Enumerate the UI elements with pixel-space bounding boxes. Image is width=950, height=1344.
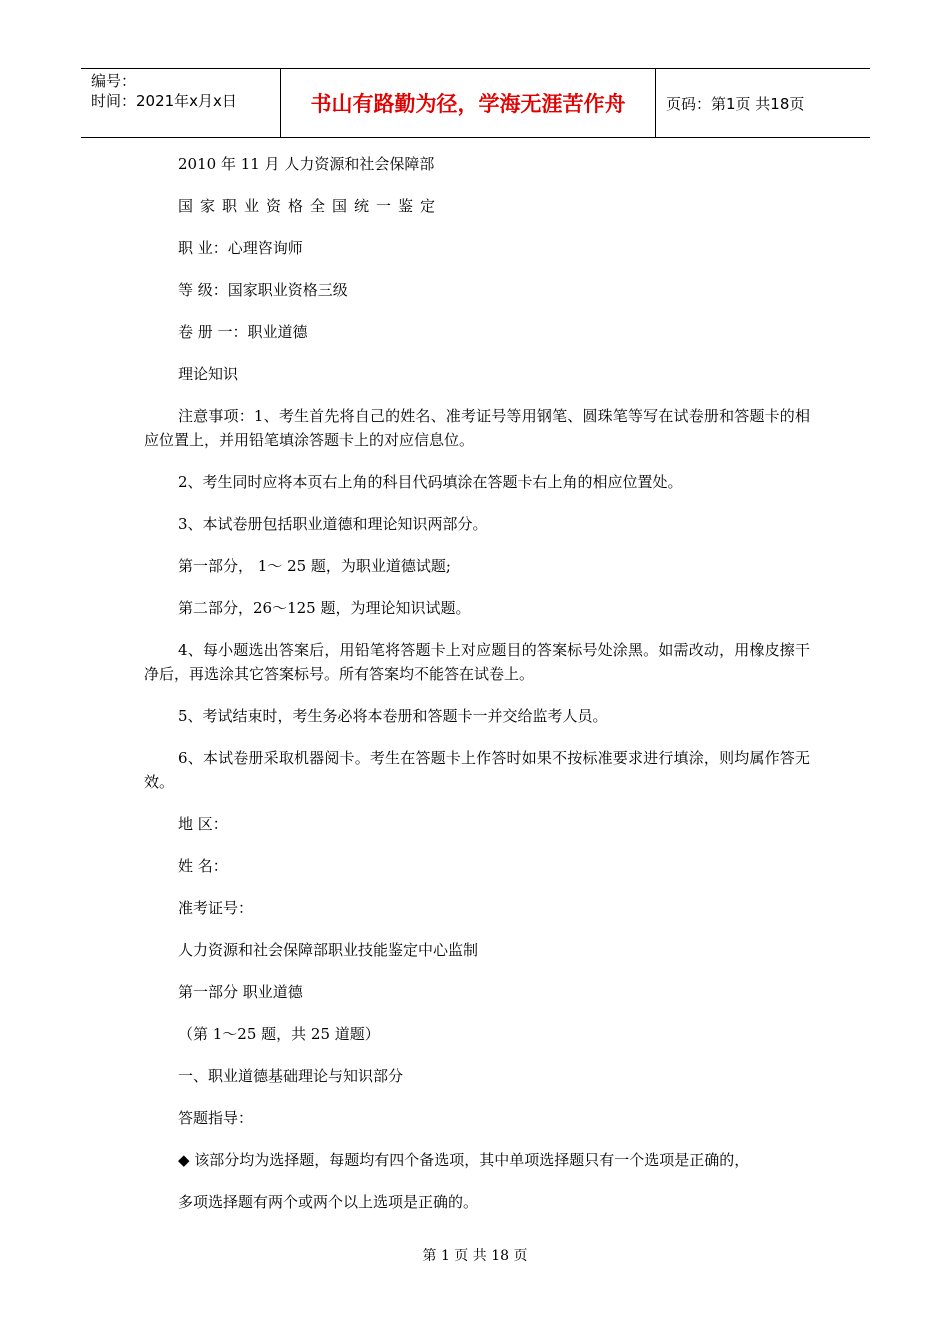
page-footer: 第 1 页 共 18 页 <box>422 1248 528 1264</box>
paragraph-part-one: 第一部分， 1～ 25 题，为职业道德试题; <box>178 557 451 575</box>
paragraph-notice-5: 5、考试结束时，考生务必将本卷册和答题卡一并交给监考人员。 <box>178 707 608 725</box>
field-name: 姓 名： <box>178 857 228 875</box>
paragraph-notice-4: 4、每小题选出答案后，用铅笔将答题卡上对应题目的答案标号处涂黑。如需改动，用橡皮擦干净后，再选涂其它答案标号。所有答案均不能答在试卷上。 <box>144 641 810 683</box>
answer-guide-bullet: ◆ 该部分均为选择题，每题均有四个备选项，其中单项选择题只有一个选项是正确的， <box>178 1151 750 1169</box>
paragraph-date-issuer: 2010 年 11 月 人力资源和社会保障部 <box>178 155 435 173</box>
document-date-label: 时间：2021年x月x日 <box>91 92 237 110</box>
paragraph-notice-3: 3、本试卷册包括职业道德和理论知识两部分。 <box>178 515 488 533</box>
paragraph-notice-2: 2、考生同时应将本页右上角的科目代码填涂在答题卡右上角的相应位置处。 <box>178 473 683 491</box>
paragraph-exam-title: 国家职业资格全国统一鉴定 <box>178 197 443 215</box>
section-heading-part-one: 第一部分 职业道德 <box>178 983 303 1001</box>
paragraph-part-two: 第二部分，26～125 题，为理论知识试题。 <box>178 599 471 617</box>
header-page-info: 页码：第1页 共18页 <box>666 94 805 113</box>
header-motto: 书山有路勤为径，学海无涯苦作舟 <box>281 69 656 137</box>
paragraph-volume: 卷 册 一：职业道德 <box>178 323 308 341</box>
section-question-range: （第 1～25 题，共 25 道题） <box>178 1025 380 1043</box>
document-number-label: 编号： <box>91 72 137 90</box>
paragraph-level: 等 级：国家职业资格三级 <box>178 281 348 299</box>
paragraph-theory: 理论知识 <box>178 365 239 383</box>
answer-guide-label: 答题指导： <box>178 1109 254 1127</box>
paragraph-supervisor: 人力资源和社会保障部职业技能鉴定中心监制 <box>178 941 479 959</box>
section-subheading: 一、职业道德基础理论与知识部分 <box>178 1067 404 1085</box>
paragraph-notice-1: 注意事项：1、考生首先将自己的姓名、准考证号等用钢笔、圆珠笔等写在试卷册和答题卡的相应位置上，并用铅笔填涂答题卡上的对应信息位。 <box>144 407 810 449</box>
field-region: 地 区： <box>178 815 228 833</box>
header-table <box>81 68 870 138</box>
document-body <box>144 152 810 1232</box>
field-admission-number: 准考证号： <box>178 899 254 917</box>
paragraph-notice-6: 6、本试卷册采取机器阅卡。考生在答题卡上作答时如果不按标准要求进行填涂，则均属作答无效。 <box>144 749 810 791</box>
paragraph-occupation: 职 业：心理咨询师 <box>178 239 303 257</box>
answer-guide-continuation: 多项选择题有两个或两个以上选项是正确的。 <box>178 1193 479 1211</box>
header-left-cell <box>81 69 281 137</box>
